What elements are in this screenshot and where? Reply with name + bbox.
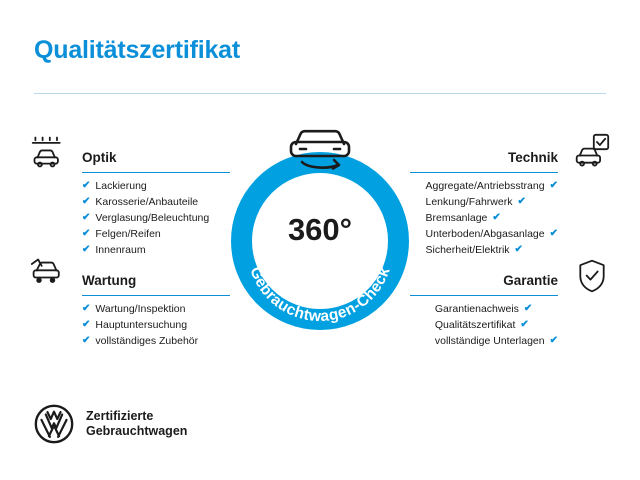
check-icon: ✔: [523, 303, 533, 314]
footer-text: [86, 409, 187, 439]
section-heading-wartung: Wartung: [82, 273, 137, 288]
list-item: [435, 333, 558, 349]
list-item: [82, 242, 209, 258]
badge-arc-label-wrap: [231, 152, 409, 330]
check-icon: ✔: [82, 319, 91, 330]
list-item: [426, 226, 559, 242]
section-list-garantie: [435, 301, 558, 349]
check-icon: ✔: [82, 335, 91, 346]
check-icon: ✔: [492, 212, 501, 223]
car-service-icon: [28, 255, 68, 291]
list-item: [426, 194, 559, 210]
check-icon: ✔: [82, 212, 91, 223]
check-icon: ✔: [549, 228, 558, 239]
list-item-label: Sicherheit/Elektrik: [425, 244, 510, 256]
section-heading-technik: Technik: [507, 150, 558, 165]
list-item: [82, 226, 209, 242]
list-item: [82, 178, 209, 194]
list-item-label: Bremsanlage: [425, 212, 488, 224]
list-item-label: Garantienachweis: [434, 303, 519, 315]
check-icon: ✔: [82, 180, 91, 191]
section-heading-garantie: Garantie: [503, 273, 558, 288]
list-item: [426, 178, 559, 194]
check-icon: ✔: [82, 196, 91, 207]
section-list-optik: [82, 178, 209, 258]
check-icon: ✔: [82, 228, 91, 239]
vw-logo: [34, 404, 74, 444]
list-item: [426, 210, 559, 226]
list-item: [426, 242, 559, 258]
list-item-label: Verglasung/Beleuchtung: [95, 212, 210, 224]
car-check-icon: [572, 133, 612, 169]
check-icon: ✔: [520, 319, 529, 330]
badge-degrees: 360°: [287, 212, 353, 247]
list-item-label: Lenkung/Fahrwerk: [425, 196, 513, 208]
list-item: [82, 210, 209, 226]
footer-line-1: Zertifizierte: [86, 409, 154, 423]
section-divider-optik: [82, 172, 230, 173]
section-divider-garantie: [410, 295, 558, 296]
list-item: [82, 194, 209, 210]
list-item-label: Felgen/Reifen: [95, 228, 161, 240]
list-item: [435, 317, 558, 333]
list-item: [435, 301, 558, 317]
section-divider-wartung: [82, 295, 230, 296]
check-icon: ✔: [517, 196, 526, 207]
check-badge: [231, 152, 409, 330]
list-item-label: Qualitätszertifikat: [434, 319, 516, 331]
check-icon: ✔: [82, 303, 91, 314]
page-title: Qualitätszertifikat: [34, 36, 240, 64]
footer-line-2: Gebrauchtwagen: [86, 424, 188, 438]
list-item-label: Aggregate/Antriebsstrang: [425, 180, 545, 192]
section-list-technik: [426, 178, 559, 258]
list-item: [82, 317, 198, 333]
list-item-label: Hauptuntersuchung: [95, 319, 188, 331]
car-wash-icon: [28, 133, 68, 169]
section-divider-technik: [410, 172, 558, 173]
list-item: [82, 333, 198, 349]
list-item-label: vollständiges Zubehör: [95, 335, 199, 347]
list-item-label: Wartung/Inspektion: [95, 303, 186, 315]
list-item-label: Innenraum: [95, 244, 146, 256]
badge-arc-label: Gebrauchtwagen-Check: [246, 264, 394, 326]
list-item-label: Unterboden/Abgasanlage: [425, 228, 545, 240]
title-divider: [34, 93, 606, 94]
check-icon: ✔: [82, 244, 91, 255]
section-heading-optik: Optik: [82, 150, 117, 165]
shield-check-icon: [576, 258, 608, 294]
list-item-label: Karosserie/Anbauteile: [95, 196, 199, 208]
section-list-wartung: [82, 301, 198, 349]
check-icon: ✔: [514, 244, 523, 255]
car-front-rotate-icon: [278, 118, 362, 174]
footer-brand: [34, 404, 187, 444]
list-item-label: vollständige Unterlagen: [434, 335, 545, 347]
check-icon: ✔: [549, 180, 558, 191]
list-item: [82, 301, 198, 317]
list-item-label: Lackierung: [95, 180, 147, 192]
check-icon: ✔: [549, 335, 558, 346]
